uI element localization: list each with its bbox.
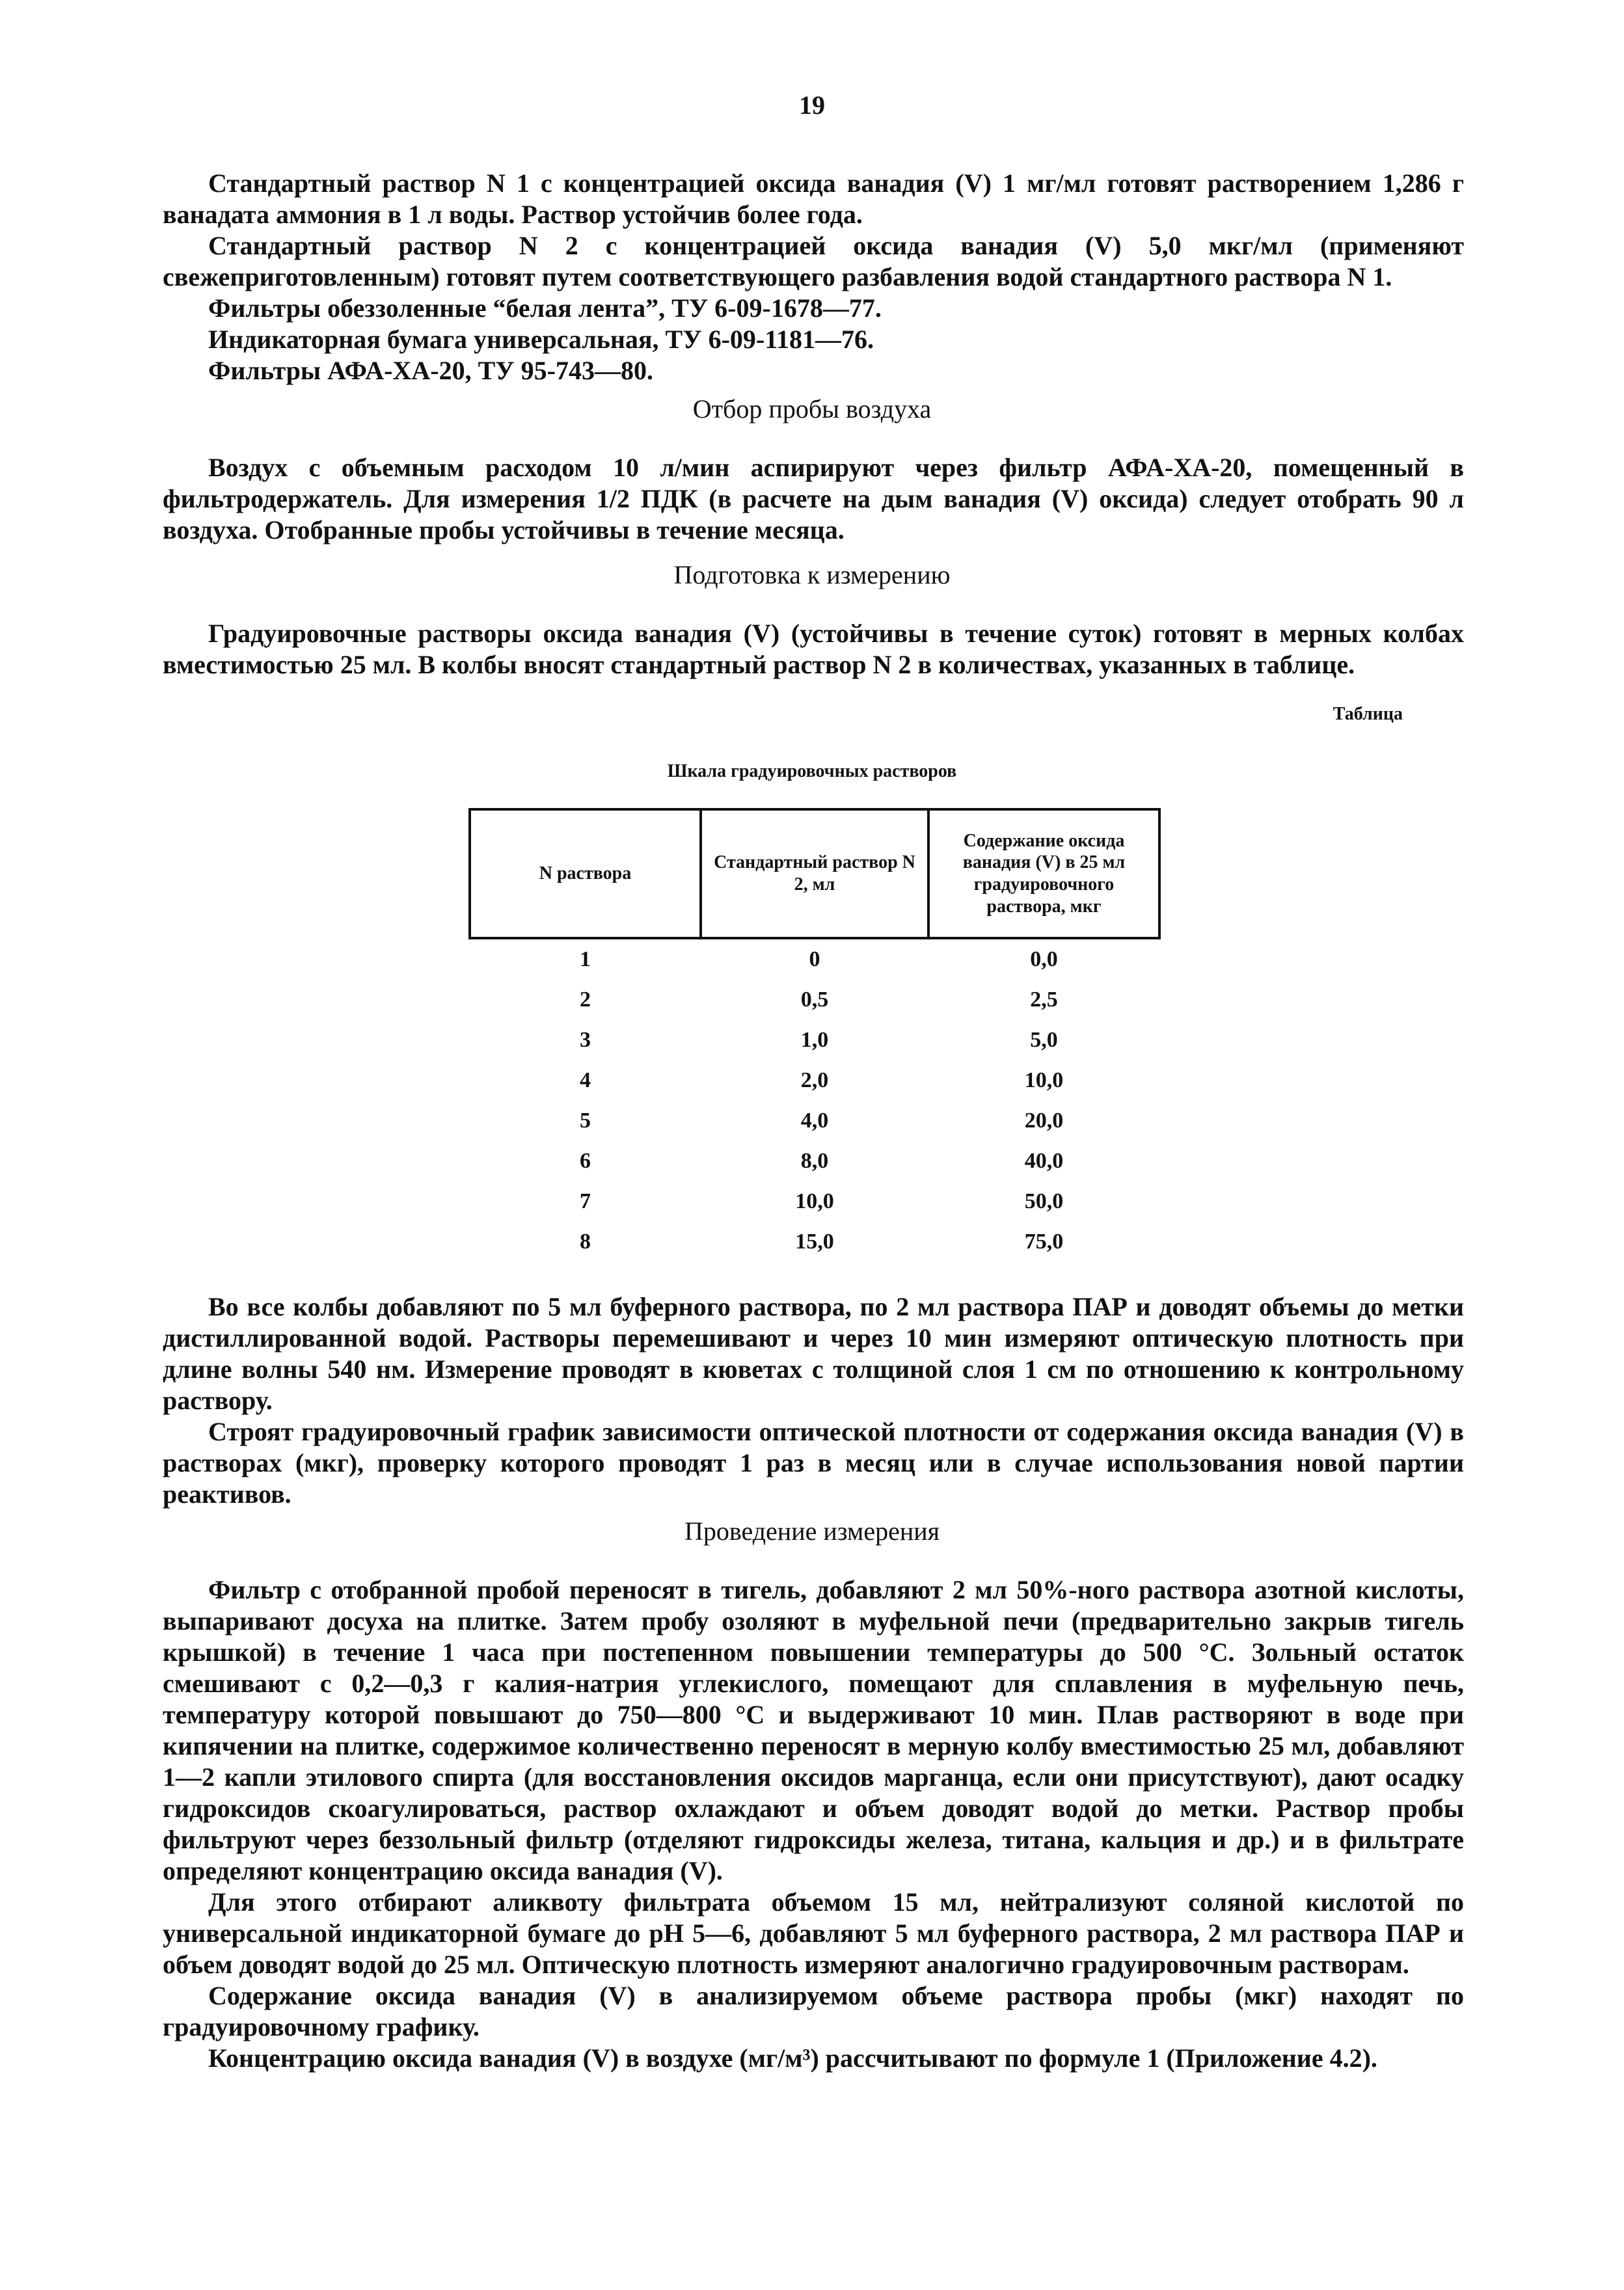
cell-content: 2,5 (1030, 988, 1058, 1012)
preparation-paragraph: Градуировочные растворы оксида ванадия (V) (устойчивы в течение суток) готовят в мерных колбах вместимостью 25 мл. В колбы вносят стандартный раствор N 2 в количествах, указанных в таблице. (163, 619, 1464, 679)
measurement-paragraph-3: Содержание оксида ванадия (V) в анализируемом объеме раствора пробы (мкг) находят по градуировочному графику. (163, 1981, 1464, 2041)
intro-paragraph-4: Индикаторная бумага универсальная, ТУ 6-09-1181—76. (208, 325, 874, 354)
intro-paragraph-5: Фильтры АФА-ХА-20, ТУ 95-743—80. (208, 356, 653, 385)
cell-solution-number: 2 (580, 988, 591, 1012)
header-vanadium-oxide-content: Содержание оксида ванадия (V) в 25 мл градуировочного раствора, мкг (928, 809, 1159, 938)
intro-section (163, 168, 1464, 386)
calibration-table (468, 808, 1161, 1262)
table-header-row (470, 809, 1159, 938)
after-table-section (163, 1291, 1464, 1510)
table-row (470, 1101, 1159, 1141)
table-row (470, 1181, 1159, 1222)
cell-solution-number: 1 (580, 947, 591, 971)
table-label: Таблица (1333, 704, 1403, 724)
cell-solution-number: 6 (580, 1149, 591, 1173)
cell-standard-volume: 4,0 (800, 1109, 829, 1133)
calibration-table-wrap (468, 808, 1158, 1262)
table-row (470, 1060, 1159, 1101)
cell-content: 0,0 (1030, 947, 1058, 971)
heading-air-sampling: Отбор пробы воздуха (692, 394, 932, 424)
cell-standard-volume: 15,0 (795, 1230, 834, 1254)
air-sampling-section (163, 452, 1464, 546)
measurement-paragraph-4: Концентрацию оксида ванадия (V) в воздухе (мг/м³) рассчитывают по формуле 1 (Приложение 4.2). (208, 2043, 1377, 2073)
cell-content: 5,0 (1030, 1028, 1058, 1052)
heading-measurement: Проведение измерения (684, 1516, 940, 1546)
cell-content: 50,0 (1024, 1189, 1064, 1213)
table-row (470, 1222, 1159, 1262)
cell-standard-volume: 2,0 (800, 1068, 829, 1092)
page-number: 19 (799, 90, 825, 120)
heading-preparation: Подготовка к измерению (673, 560, 951, 589)
table-row (470, 1141, 1159, 1181)
measurement-paragraph-2: Для этого отбирают аликвоту фильтрата объемом 15 мл, нейтрализуют соляной кислотой по универсальной индикаторной бумаге до рН 5—6, добавляют 5 мл буферного раствора, 2 мл раствора ПАР и объем доводят водой до 25 мл. Оптическую плотность измеряют аналогично градуировочным растворам. (163, 1887, 1464, 1979)
header-standard-solution-volume: Стандартный раствор N 2, мл (701, 809, 928, 938)
cell-content: 20,0 (1024, 1109, 1064, 1133)
intro-paragraph-2: Стандартный раствор N 2 с концентрацией оксида ванадия (V) 5,0 мкг/мл (применяют свежеприготовленным) готовят путем соответствующего разбавления водой стандартного раствора N 1. (163, 231, 1464, 291)
measurement-paragraph-1: Фильтр с отобранной пробой переносят в тигель, добавляют 2 мл 50%-ного раствора азотной кислоты, выпаривают досуха на плитке. Затем пробу озоляют в муфельной печи (предварительно закрыв тигель крышкой) в течение 1 часа при постепенном повышении температуры до 500 °С. Зольный остаток смешивают с 0,2—0,3 г калия-натрия углекислого, помещают для сплавления в муфельную печь, температуру которой повышают до 750—800 °С и выдерживают 10 мин. Плав растворяют в воде при кипячении на плитке, содержимое количественно переносят в мерную колбу вместимостью 25 мл, добавляют 1—2 капли этилового спирта (для восстановления оксидов марганца, если они присутствуют), дают осадку гидроксидов скоагулироваться, раствор охлаждают и объем доводят водой до метки. Раствор пробы фильтруют через беззольный фильтр (отделяют гидроксиды железа, титана, кальция и др.) и в фильтрате определяют концентрацию оксида ванадия (V). (163, 1575, 1464, 1885)
cell-solution-number: 4 (580, 1068, 591, 1092)
cell-standard-volume: 1,0 (800, 1028, 829, 1052)
cell-standard-volume: 0 (809, 947, 820, 971)
table-row (470, 1020, 1159, 1060)
cell-standard-volume: 10,0 (795, 1189, 834, 1213)
cell-content: 10,0 (1024, 1068, 1064, 1092)
measurement-section (163, 1574, 1464, 2074)
preparation-section (163, 618, 1464, 680)
cell-solution-number: 3 (580, 1028, 591, 1052)
cell-solution-number: 8 (580, 1230, 591, 1254)
table-title: Шкала градуировочных растворов (667, 761, 957, 781)
cell-content: 40,0 (1024, 1149, 1064, 1173)
table-row (470, 980, 1159, 1020)
cell-solution-number: 5 (580, 1109, 591, 1133)
intro-paragraph-1: Стандартный раствор N 1 с концентрацией оксида ванадия (V) 1 мг/мл готовят растворением 1,286 г ванадата аммония в 1 л воды. Раствор устойчив более года. (163, 168, 1464, 229)
air-sampling-paragraph: Воздух с объемным расходом 10 л/мин аспирируют через фильтр АФА-ХА-20, помещенный в фильтродержатель. Для измерения 1/2 ПДК (в расчете на дым ванадия (V) оксида) следует отобрать 90 л воздуха. Отобранные пробы устойчивы в течение месяца. (163, 453, 1464, 545)
cell-standard-volume: 8,0 (800, 1149, 829, 1173)
intro-paragraph-3: Фильтры обеззоленные “белая лента”, ТУ 6-09-1678—77. (208, 293, 882, 323)
table-row (470, 938, 1159, 980)
after-table-paragraph-1: Во все колбы добавляют по 5 мл буферного раствора, по 2 мл раствора ПАР и доводят объемы до метки дистиллированной водой. Растворы перемешивают и через 10 мин измеряют оптическую плотность при длине волны 540 нм. Измерение проводят в кюветах с толщиной слоя 1 см по отношению к контрольному раствору. (163, 1292, 1464, 1415)
after-table-paragraph-2: Строят градуировочный график зависимости оптической плотности от содержания оксида ванадия (V) в растворах (мкг), проверку которого проводят 1 раз в месяц или в случае использования новой партии реактивов. (163, 1417, 1464, 1509)
cell-standard-volume: 0,5 (800, 988, 829, 1012)
cell-content: 75,0 (1024, 1230, 1064, 1254)
header-solution-number: N раствора (470, 809, 701, 938)
cell-solution-number: 7 (580, 1189, 591, 1213)
